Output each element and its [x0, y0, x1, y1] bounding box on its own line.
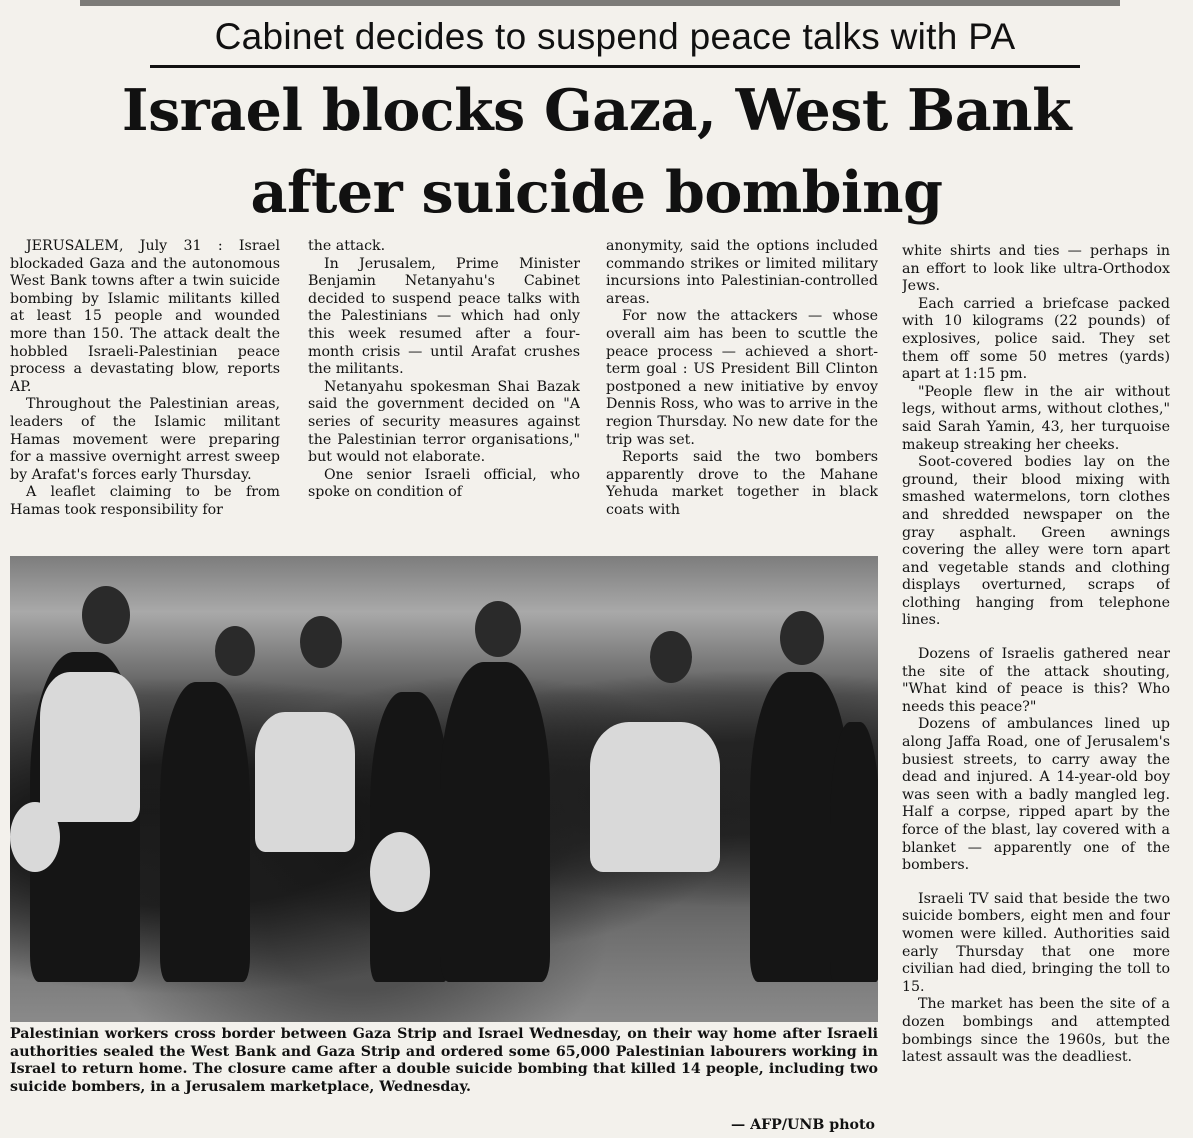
article-column-2	[308, 238, 580, 550]
paragraph: A leaflet claiming to be from Hamas took responsibility for	[10, 484, 280, 518]
paragraph: Throughout the Palestinian areas, leaders of the Islamic militant Hamas movement were preparing for a massive overnight arrest sweep by Arafat's forces early Thursday.	[10, 396, 280, 483]
paragraph: In Jerusalem, Prime Minister Benjamin Netanyahu's Cabinet decided to suspend peace talks with the Palestinians — which had only this week resumed after a four-month crisis — until Arafat crushes the militants.	[308, 255, 580, 378]
paragraph: the attack.	[308, 238, 386, 254]
paragraph: The market has been the site of a dozen bombings and attempted bombings since the 1960s, but the latest assault was the deadliest.	[902, 996, 1170, 1066]
photo-figure	[255, 712, 355, 852]
paragraph: Dozens of Israelis gathered near the site of the attack shouting, "What kind of peace is this? Who needs this peace?"	[902, 646, 1170, 715]
photo-figure	[160, 682, 250, 982]
photo-figure	[830, 722, 878, 982]
article-column-4	[902, 243, 1170, 1131]
paragraph: Reports said the two bombers apparently drove to the Mahane Yehuda market together in black coats with	[606, 449, 878, 518]
paragraph: Dozens of ambulances lined up along Jaffa Road, one of Jerusalem's busiest streets, to carry away the dead and injured. A 14-year-old boy was seen with a badly mangled leg. Half a corpse, ripped apart by the force of the blast, lay covered with a blanket — apparently one of the bombers.	[902, 716, 1170, 874]
headline-line-1: Israel blocks Gaza, West Bank	[121, 77, 1072, 144]
photo-figure	[40, 672, 140, 822]
photo-figure	[215, 626, 255, 676]
article-column-1	[10, 238, 280, 550]
photo-figure	[475, 601, 521, 657]
article-column-3	[606, 238, 878, 550]
photo-bucket	[370, 832, 430, 912]
photo-figure	[780, 611, 824, 665]
paragraph: Netanyahu spokesman Shai Bazak said the government decided on "A series of security measures against the Palestinian terror organisations," but would not elaborate.	[308, 378, 580, 466]
paragraph: JERUSALEM, July 31 : Israel blockaded Gaza and the autonomous West Bank towns after a twin suicide bombing by Islamic militants killed at least 15 people and wounded more than 150. The attack dealt the hobbled Israeli-Palestinian peace process a devastating blow, reports AP.	[10, 238, 280, 395]
paragraph: For now the attackers — whose overall aim has been to scuttle the peace process — achieved a short-term goal : US President Bill Clinton postponed a new initiative by envoy Dennis Ross, who was to arrive in the region Thursday. No new date for the trip was set.	[606, 308, 878, 448]
paragraph: white shirts and ties — perhaps in an effort to look like ultra-Orthodox Jews.	[902, 243, 1170, 295]
photo-figure	[650, 631, 692, 683]
paragraph: "People flew in the air without legs, without arms, without clothes," said Sarah Yamin, 43, her turquoise makeup streaking her cheeks.	[902, 383, 1170, 453]
photo-figure	[82, 586, 130, 644]
photo-figure	[440, 662, 550, 982]
photo-figure	[300, 616, 342, 668]
paragraph: One senior Israeli official, who spoke on condition of	[308, 466, 580, 501]
paragraph: Each carried a briefcase packed with 10 kilograms (22 pounds) of explosives, police said. They set them off some 50 metres (yards) apart at 1:15 pm.	[902, 295, 1170, 383]
photo-caption: Palestinian workers cross border between Gaza Strip and Israel Wednesday, on their way home after Israeli authorities sealed the West Bank and Gaza Strip and ordered some 65,000 Palestinian labourers working in Israel to return home. The closure came after a double suicide bombing that killed 14 people, including two suicide bombers, in a Jerusalem marketplace, Wednesday.	[10, 1026, 878, 1095]
news-photo	[10, 556, 878, 1022]
kicker-headline: Cabinet decides to suspend peace talks with PA	[150, 10, 1080, 68]
paragraph: Israeli TV said that beside the two suicide bombers, eight men and four women were killed. Authorities said early Thursday that one more civilian had died, bringing the toll to 15.	[902, 890, 1170, 995]
main-headline	[0, 70, 1193, 234]
photo-credit: — AFP/UNB photo	[730, 1117, 875, 1133]
photo-figure	[590, 722, 720, 872]
paragraph: Soot-covered bodies lay on the ground, their blood mixing with smashed watermelons, torn clothes and shredded newspaper on the gray asphalt. Green awnings covering the alley were torn apart and vegetable stands and clothing displays overturned, scraps of clothing hanging from telephone lines.	[902, 454, 1170, 629]
photo-bag	[10, 802, 60, 872]
paragraph: anonymity, said the options included commando strikes or limited military incursions into Palestinian-controlled areas.	[606, 238, 878, 307]
headline-line-2: after suicide bombing	[250, 159, 943, 226]
